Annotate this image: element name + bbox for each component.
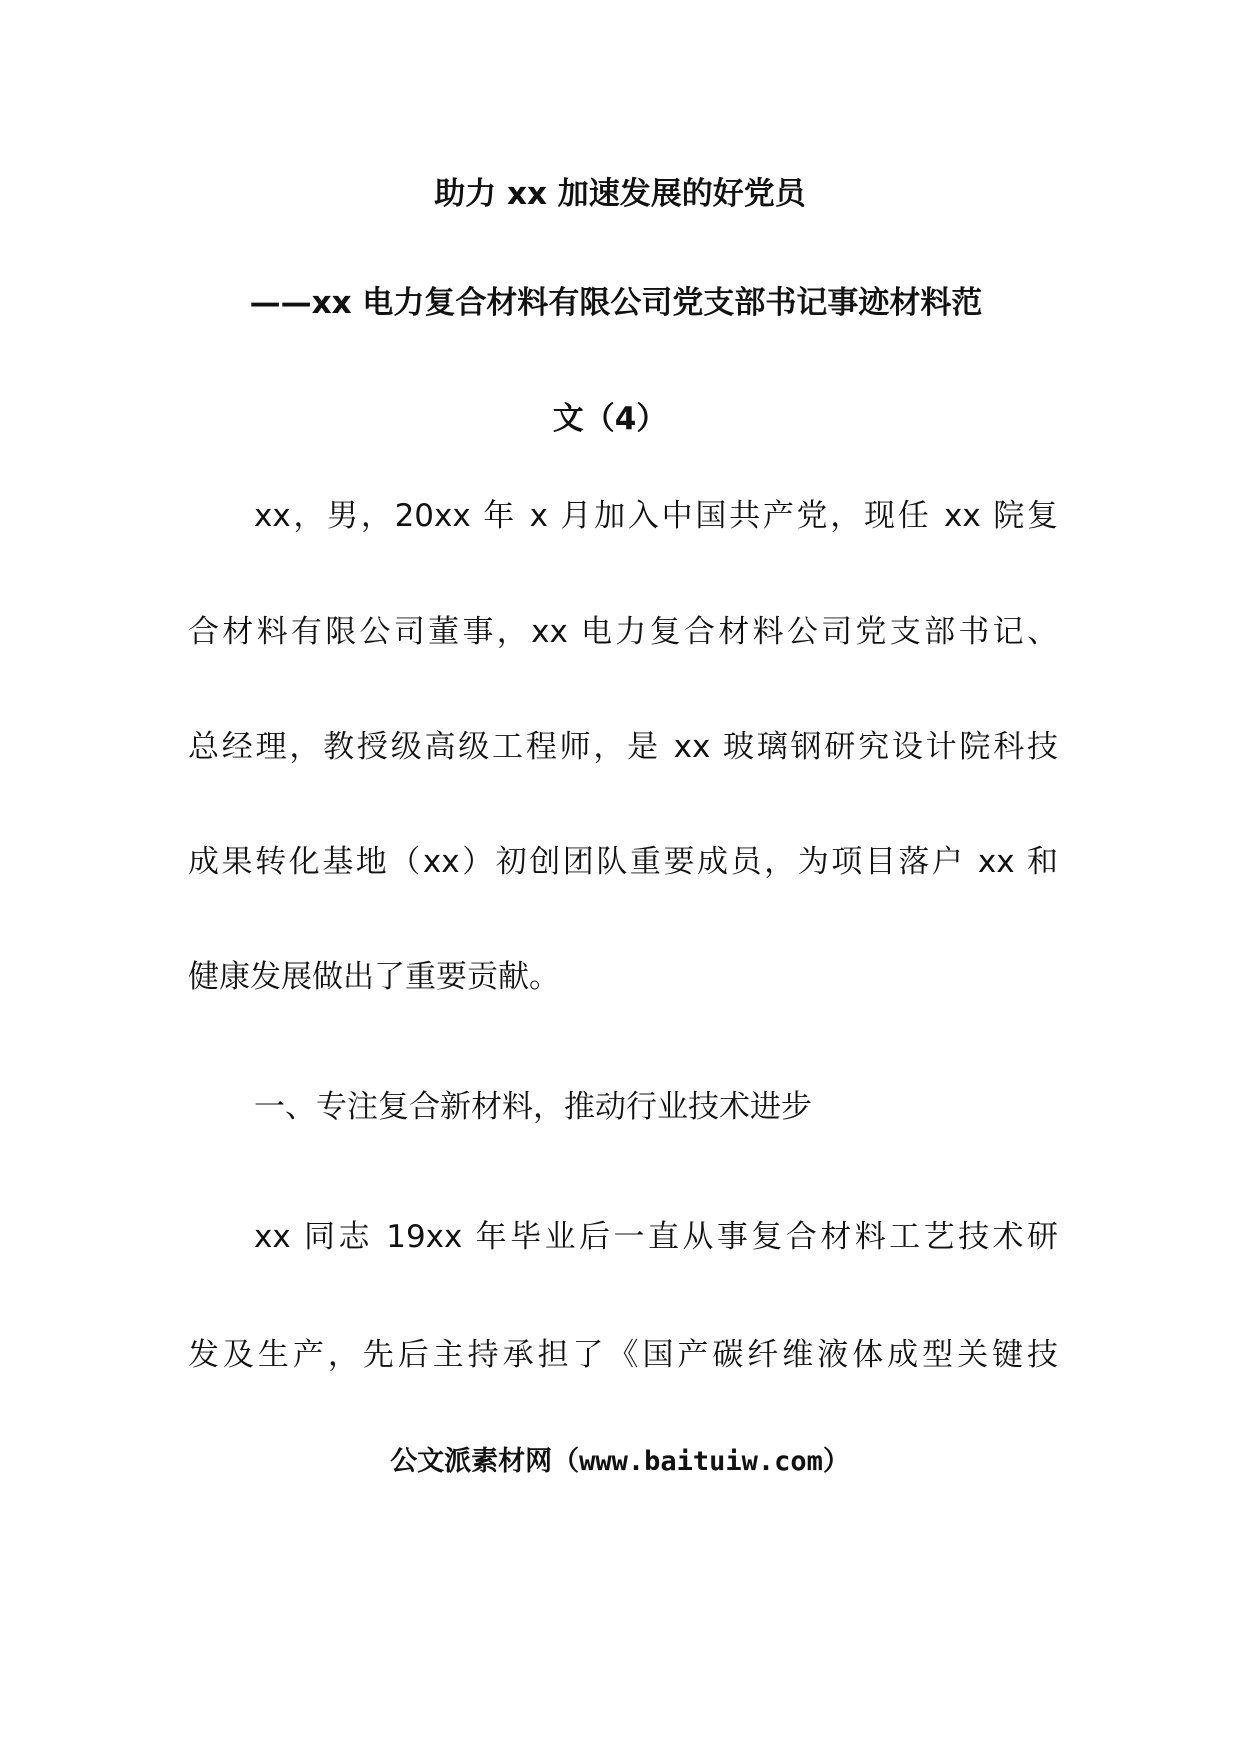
paragraph2-line1: xx 同志 19xx 年毕业后一直从事复合材料工艺技术研 <box>254 1219 1058 1255</box>
document-subtitle-line1: ——xx 电力复合材料有限公司党支部书记事迹材料范 <box>249 285 983 321</box>
document-title: 助力 xx 加速发展的好党员 <box>434 176 806 212</box>
paragraph1-line1: xx，男，20xx 年 x 月加入中国共产党，现任 xx 院复 <box>254 498 1058 534</box>
document-subtitle-line2: 文（4） <box>552 401 668 437</box>
paragraph1-line3: 总经理，教授级高级工程师，是 xx 玻璃钢研究设计院科技 <box>188 729 1058 765</box>
footer-site-credit <box>0 1442 1240 1482</box>
footer-site-name: 公文派素材网（ <box>390 1446 580 1477</box>
paragraph1-line2: 合材料有限公司董事，xx 电力复合材料公司党支部书记、 <box>188 614 1058 650</box>
footer-site-url[interactable]: www.baituiw.com <box>579 1446 823 1477</box>
paragraph1-line5: 健康发展做出了重要贡献。 <box>188 959 560 995</box>
paragraph1-line4: 成果转化基地（xx）初创团队重要成员，为项目落户 xx 和 <box>188 844 1058 880</box>
section-heading-1: 一、专注复合新材料，推动行业技术进步 <box>254 1089 812 1125</box>
paragraph2-line2: 发及生产，先后主持承担了《国产碳纤维液体成型关键技 <box>188 1337 1058 1373</box>
footer-site-close: ） <box>822 1446 850 1477</box>
